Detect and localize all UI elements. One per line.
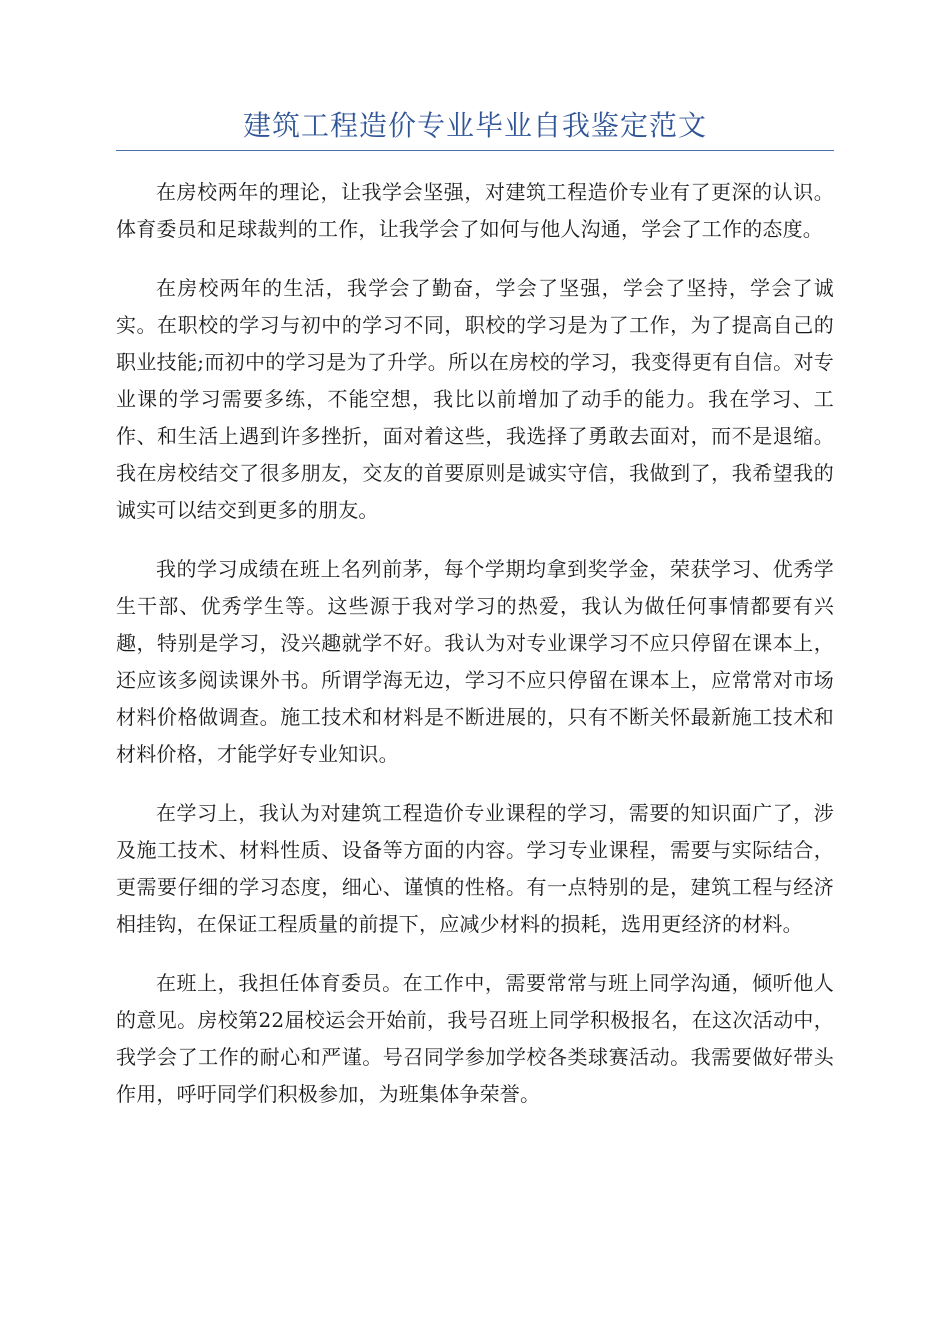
document-title: 建筑工程造价专业毕业自我鉴定范文 (242, 109, 707, 142)
paragraph-3: 我的学习成绩在班上名列前茅，每个学期均拿到奖学金，荣获学习、优秀学生干部、优秀学生等。这些源于我对学习的热爱，我认为做任何事情都要有兴趣，特别是学习，没兴趣就学不好。我认为对专业课学习不应只停留在课本上，还应该多阅读课外书。所谓学海无边，学习不应只停留在课本上，应常常对市场材料价格做调查。施工技术和材料是不断进展的，只有不断关怀最新施工技术和材料价格，才能学好专业知识。 (116, 557, 834, 766)
paragraph-5: 在班上，我担任体育委员。在工作中，需要常常与班上同学沟通，倾听他人的意见。房校第22届校运会开始前，我号召班上同学积极报名，在这次活动中，我学会了工作的耐心和严谨。号召同学参加学校各类球赛活动。我需要做好带头作用，呼吁同学们积极参加，为班集体争荣誉。 (116, 971, 834, 1106)
title-block (116, 108, 834, 151)
paragraph-1: 在房校两年的理论，让我学会坚强，对建筑工程造价专业有了更深的认识。体育委员和足球裁判的工作，让我学会了如何与他人沟通，学会了工作的态度。 (116, 180, 834, 241)
paragraph-2: 在房校两年的生活，我学会了勤奋，学会了坚强，学会了坚持，学会了诚实。在职校的学习与初中的学习不同，职校的学习是为了工作，为了提高自己的职业技能;而初中的学习是为了升学。所以在房校的学习，我变得更有自信。对专业课的学习需要多练，不能空想，我比以前增加了动手的能力。我在学习、工作、和生活上遇到许多挫折，面对着这些，我选择了勇敢去面对，而不是退缩。我在房校结交了很多朋友，交友的首要原则是诚实守信，我做到了，我希望我的诚实可以结交到更多的朋友。 (116, 276, 834, 522)
document-body (116, 174, 834, 1135)
paragraph-4: 在学习上，我认为对建筑工程造价专业课程的学习，需要的知识面广了，涉及施工技术、材料性质、设备等方面的内容。学习专业课程，需要与实际结合，更需要仔细的学习态度，细心、谨慎的性格。有一点特别的是，建筑工程与经济相挂钩，在保证工程质量的前提下，应减少材料的损耗，选用更经济的材料。 (116, 801, 834, 936)
